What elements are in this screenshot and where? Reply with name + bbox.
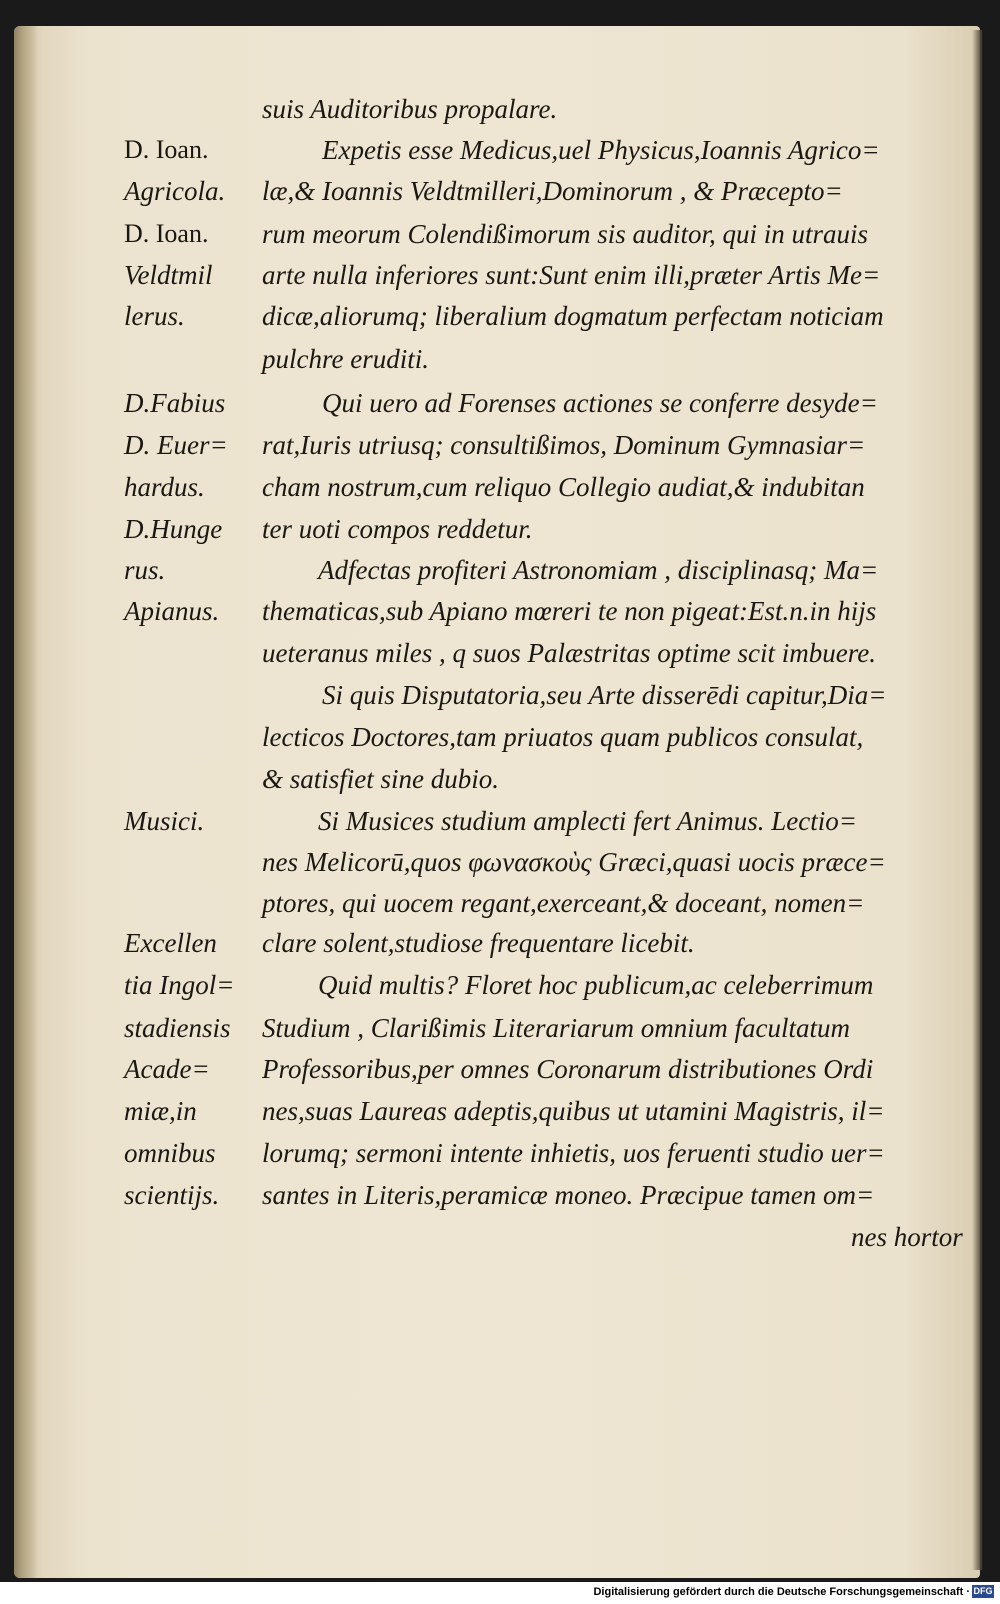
text-line: & satisfiet sine dubio. (262, 764, 500, 794)
margin-note: D. Euer= (124, 430, 228, 460)
text-line: pulchre eruditi. (262, 344, 429, 374)
margin-note: Apianus. (124, 596, 220, 626)
text-line: thematicas,sub Apiano mœreri te non pigeat:Est.n.in hijs (262, 596, 877, 626)
text-line: Quid multis? Floret hoc publicum,ac celeberrimum (318, 970, 874, 1000)
text-line: Expetis esse Medicus,uel Physicus,Ioannis Agrico= (322, 135, 880, 165)
text-line: læ,& Ioannis Veldtmilleri,Dominorum , & Præcepto= (262, 176, 843, 206)
margin-note: omnibus (124, 1138, 216, 1168)
text-line: ter uoti compos reddetur. (262, 514, 533, 544)
margin-note: Veldtmil (124, 260, 213, 290)
margin-note: tia Ingol= (124, 970, 235, 1000)
margin-note: Agricola. (124, 176, 226, 206)
dfg-logo: DFG (973, 1586, 993, 1596)
text-line: rat,Iuris utriusq; consultißimos, Dominum Gymnasiar= (262, 430, 866, 460)
text-line: nes Melicorū,quos φωνασκοὺς Græci,quasi uocis præce= (262, 847, 886, 877)
text-line: ueteranus miles , q suos Palæstritas optime scit imbuere. (262, 638, 876, 668)
margin-note: miæ,in (124, 1096, 197, 1126)
margin-note: scientijs. (124, 1180, 220, 1210)
margin-note: D. Ioan. (124, 219, 209, 248)
text-line: Si quis Disputatoria,seu Arte disserēdi capitur,Dia= (322, 680, 887, 710)
margin-note: stadiensis (124, 1013, 231, 1043)
text-line: ptores, qui uocem regant,exerceant,& doceant, nomen= (262, 888, 865, 918)
margin-note: D. Ioan. (124, 135, 209, 164)
text-line: clare solent,studiose frequentare licebit. (262, 928, 695, 958)
margin-note: D.Hunge (124, 514, 223, 544)
margin-note: Acade= (124, 1054, 210, 1084)
text-line: Professoribus,per omnes Coronarum distributiones Ordi (262, 1054, 874, 1084)
text-line: nes,suas Laureas adeptis,quibus ut utamini Magistris, il= (262, 1096, 885, 1126)
digitization-credit: Digitalisierung gefördert durch die Deutsche Forschungsgemeinschaft · (593, 1586, 970, 1598)
text-line: suis Auditoribus propalare. (262, 94, 558, 124)
text-line: lecticos Doctores,tam priuatos quam publicos consulat, (262, 722, 864, 752)
margin-note: D.Fabius (124, 388, 226, 418)
text-line: lorumq; sermoni intente inhietis, uos feruenti studio uer= (262, 1138, 885, 1168)
text-line: cham nostrum,cum reliquo Collegio audiat,& indubitan (262, 472, 865, 502)
margin-note: hardus. (124, 472, 205, 502)
text-line: rum meorum Colendißimorum sis auditor, qui in utrauis (262, 219, 869, 249)
text-line: Adfectas profiteri Astronomiam , disciplinasq; Ma= (318, 555, 879, 585)
text-line: Studium , Clarißimis Literariarum omnium facultatum (262, 1013, 851, 1043)
text-line: arte nulla inferiores sunt:Sunt enim illi,præter Artis Me= (262, 260, 881, 290)
page-edge-shadow (972, 30, 982, 1570)
text-line: santes in Literis,peramicæ moneo. Præcipue tamen om= (262, 1180, 875, 1210)
margin-note: Musici. (124, 806, 205, 836)
text-line: Qui uero ad Forenses actiones se conferre desyde= (322, 388, 878, 418)
margin-note: rus. (124, 555, 166, 585)
catchword: nes hortor (851, 1222, 963, 1252)
margin-note: Excellen (124, 928, 217, 958)
page-gutter-shadow (14, 26, 38, 1578)
text-line: Si Musices studium amplecti fert Animus. Lectio= (318, 806, 857, 836)
book-page (14, 26, 980, 1578)
text-line: dicæ,aliorumq; liberalium dogmatum perfectam noticiam (262, 301, 884, 331)
margin-note: lerus. (124, 301, 185, 331)
